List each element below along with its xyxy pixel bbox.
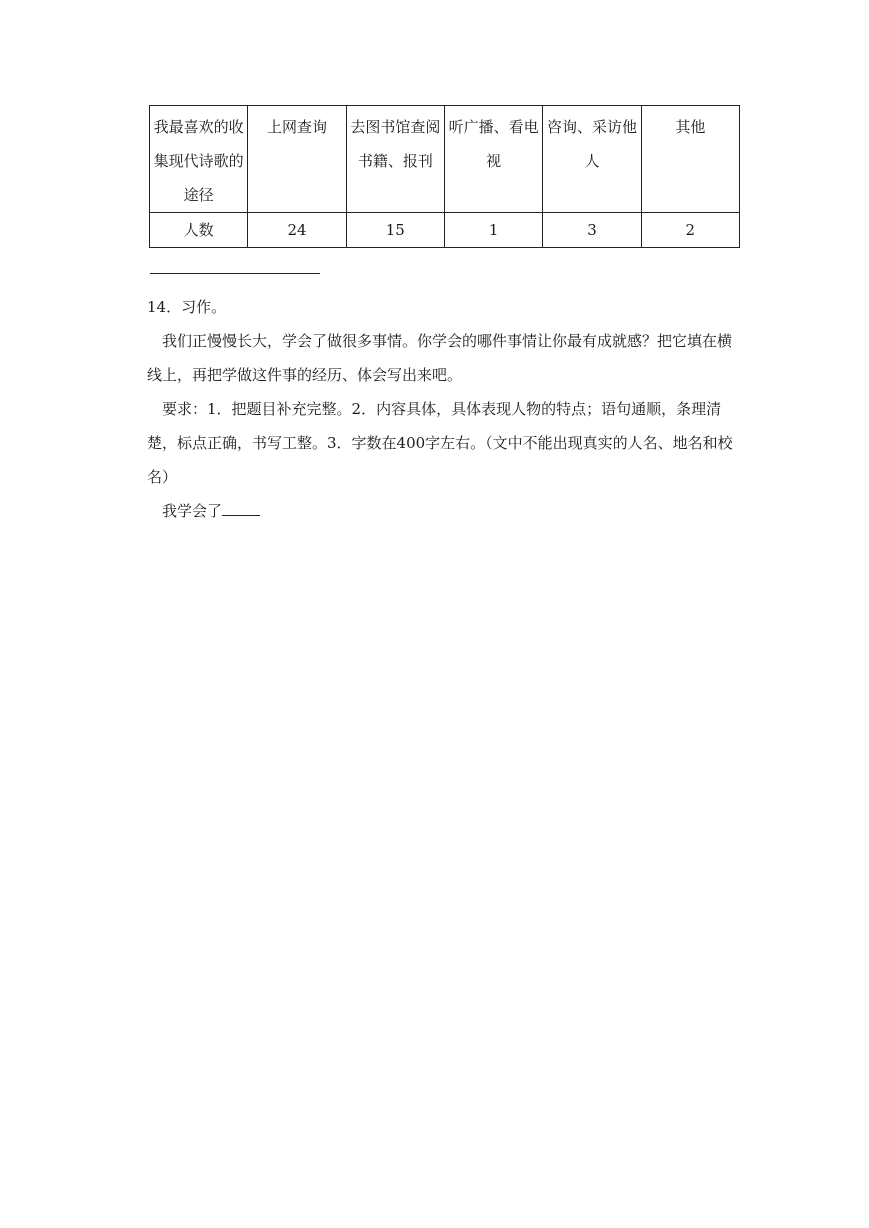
table-header-cell: 其他 <box>641 106 739 213</box>
essay-title-prefix: 我学会了 <box>162 502 223 520</box>
table-cell: 2 <box>641 213 739 248</box>
table-cell: 3 <box>543 213 641 248</box>
table-header-row <box>150 106 740 213</box>
question-14 <box>147 290 743 528</box>
question-title: 14．习作。 <box>147 298 227 316</box>
table-cell: 24 <box>248 213 346 248</box>
question-requirements: 要求：1．把题目补充完整。2．内容具体，具体表现人物的特点；语句通顺，条理清楚，标点正确，书写工整。3．字数在400字左右。（文中不能出现真实的人名、地名和校名） <box>147 400 733 486</box>
table-header-cell: 咨询、采访他人 <box>543 106 641 213</box>
footnote-divider <box>150 273 320 274</box>
survey-table <box>149 105 740 248</box>
table-header-cell: 听广播、看电视 <box>444 106 542 213</box>
table-header-cell: 我最喜欢的收集现代诗歌的途径 <box>150 106 248 213</box>
question-prompt: 我们正慢慢长大，学会了做很多事情。你学会的哪件事情让你最有成就感？把它填在横线上，再把学做这件事的经历、体会写出来吧。 <box>147 332 733 384</box>
table-header-cell: 去图书馆查阅书籍、报刊 <box>346 106 444 213</box>
table-row <box>150 213 740 248</box>
table-header-cell: 上网查询 <box>248 106 346 213</box>
table-cell: 人数 <box>150 213 248 248</box>
essay-title-line <box>147 494 743 528</box>
table-cell: 15 <box>346 213 444 248</box>
title-blank[interactable] <box>222 497 260 516</box>
table-cell: 1 <box>444 213 542 248</box>
